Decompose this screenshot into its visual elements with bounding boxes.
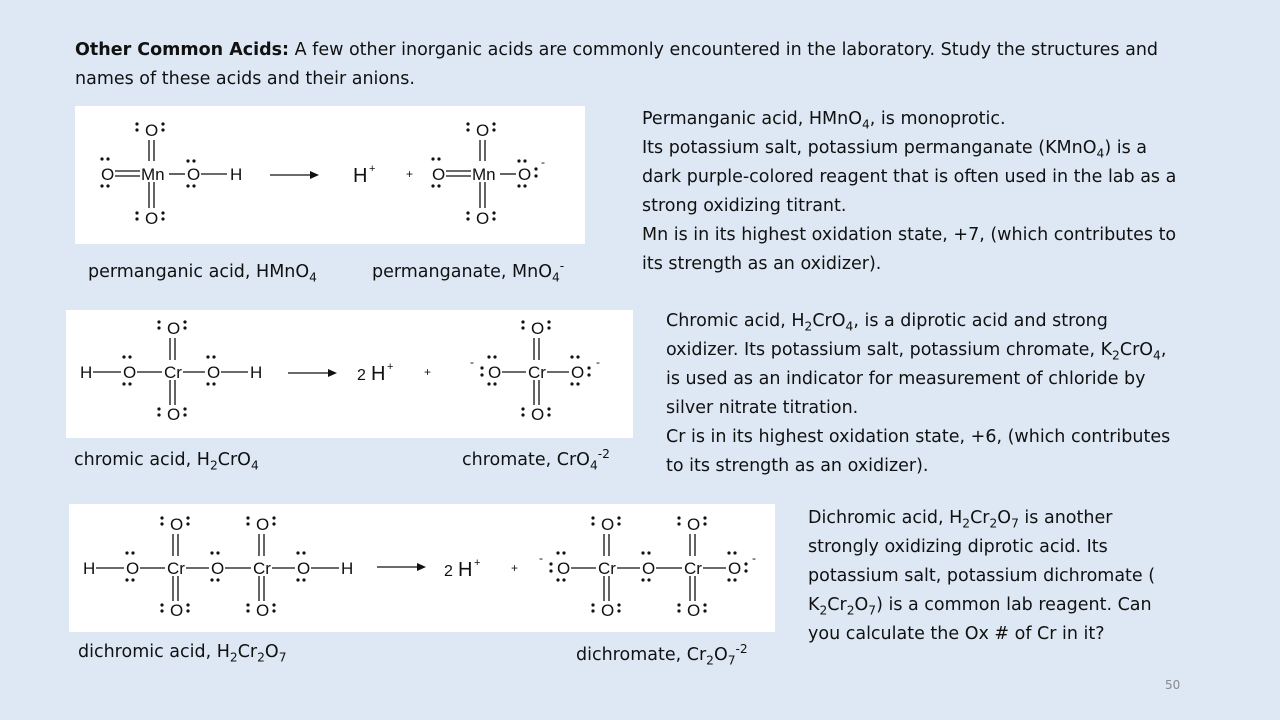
permanganic-structure-diagram bbox=[75, 106, 585, 244]
permanganate-caption: permanganate, MnO$_4$- bbox=[372, 259, 565, 285]
mn-atom: Mn bbox=[141, 165, 165, 184]
o-atom-anion-top-1: O bbox=[601, 515, 615, 534]
dichromic-structure-panel bbox=[69, 504, 775, 632]
page-number: 50 bbox=[1165, 678, 1181, 692]
h-atom-left: H bbox=[80, 363, 93, 382]
intro-text bbox=[75, 36, 1215, 94]
cr-atom-anion-2: Cr bbox=[684, 559, 702, 578]
o-atom-top-1: O bbox=[170, 515, 184, 534]
o-atom-top: O bbox=[145, 121, 159, 140]
o-atom-anion-bottom: O bbox=[476, 209, 490, 228]
o-atom-1: O bbox=[126, 559, 140, 578]
dichromic-structure-diagram bbox=[69, 504, 775, 632]
permanganic-line-1: Permanganic acid, HMnO$_4$, is monoprotic. bbox=[642, 109, 1006, 132]
dichromate-caption: dichromate, $Cr_2O_7^{-2}$ bbox=[576, 642, 748, 668]
anion-charge: - bbox=[541, 155, 545, 169]
coefficient: 2 bbox=[444, 563, 453, 580]
permanganic-description bbox=[642, 105, 1187, 279]
o-atom-anion-top: O bbox=[476, 121, 490, 140]
o-atom-top: O bbox=[167, 319, 181, 338]
h-plus-ion: H bbox=[353, 165, 368, 187]
o-atom-anion-bridge: O bbox=[642, 559, 656, 578]
anion-charge-right: - bbox=[596, 355, 600, 369]
o-atom-anion-left: O bbox=[488, 363, 502, 382]
o-atom-anion-bottom-1: O bbox=[601, 601, 615, 620]
o-atom-bottom: O bbox=[145, 209, 159, 228]
cr-atom-2: Cr bbox=[253, 559, 271, 578]
o-atom-anion-left: O bbox=[432, 165, 446, 184]
h-plus-ion: H bbox=[371, 363, 386, 385]
o-atom-4: O bbox=[297, 559, 311, 578]
cr-atom-1: Cr bbox=[167, 559, 185, 578]
dichromic-line: Dichromic acid, $H_2Cr_2O_7$ is another strongly oxidizing diprotic acid. Its potassium salt, potassium dichromate ( $K_2Cr_2O_7$) is a common lab reagent. Can you calculate the Ox # of Cr in it? bbox=[808, 508, 1156, 644]
h-plus-charge: + bbox=[369, 163, 376, 175]
o-atom-left: O bbox=[123, 363, 137, 382]
h-atom: H bbox=[230, 165, 243, 184]
dichromic-description bbox=[808, 504, 1188, 649]
o-atom-right: O bbox=[207, 363, 221, 382]
anion-charge-left: - bbox=[539, 551, 543, 565]
plus-sign: + bbox=[511, 561, 519, 575]
h-plus-charge: + bbox=[387, 361, 394, 373]
o-atom-anion-1: O bbox=[557, 559, 571, 578]
cr-atom-anion: Cr bbox=[528, 363, 546, 382]
chromic-line-1: Chromic acid, $H_2CrO_4$, is a diprotic acid and strong oxidizer. Its potassium salt, potassium chromate, $K_2CrO_4$, is used as an indicator for measurement of chloride by silver nitrate titration. bbox=[666, 311, 1167, 418]
coefficient: 2 bbox=[357, 367, 366, 384]
o-atom-anion-top: O bbox=[531, 319, 545, 338]
dichromic-acid-caption: dichromic acid, $H_2Cr_2O_7$ bbox=[78, 642, 287, 665]
o-atom-bottom-1: O bbox=[170, 601, 184, 620]
h-plus-ion: H bbox=[458, 559, 473, 581]
h-plus-charge: + bbox=[474, 557, 481, 569]
o-atom-bottom: O bbox=[167, 405, 181, 424]
plus-sign: + bbox=[406, 167, 414, 181]
o-atom-anion-top-2: O bbox=[687, 515, 701, 534]
plus-sign: + bbox=[424, 365, 432, 379]
permanganic-acid-caption: permanganic acid, HMnO$_4$ bbox=[88, 262, 317, 285]
anion-charge-right: - bbox=[752, 551, 756, 565]
o-atom-bottom-2: O bbox=[256, 601, 270, 620]
o-atom-bridge: O bbox=[211, 559, 225, 578]
intro-heading: Other Common Acids: bbox=[75, 40, 290, 60]
o-atom-anion-right: O bbox=[518, 165, 532, 184]
chromate-caption: chromate, CrO$_4^{-2}$ bbox=[462, 447, 610, 473]
o-atom-anion-bottom: O bbox=[531, 405, 545, 424]
o-atom-anion-bottom-2: O bbox=[687, 601, 701, 620]
o-atom-right: O bbox=[187, 165, 201, 184]
chromic-structure-diagram bbox=[66, 310, 633, 438]
cr-atom-anion-1: Cr bbox=[598, 559, 616, 578]
h-atom-left: H bbox=[83, 559, 96, 578]
h-atom-right: H bbox=[250, 363, 263, 382]
o-atom-anion-4: O bbox=[728, 559, 742, 578]
chromic-acid-caption: chromic acid, $H_2CrO_4$ bbox=[74, 450, 259, 473]
chromic-structure-panel bbox=[66, 310, 633, 438]
cr-atom: Cr bbox=[164, 363, 182, 382]
o-atom-top-2: O bbox=[256, 515, 270, 534]
permanganic-line-3: Mn is in its highest oxidation state, +7, (which contributes to its strength as an oxidizer). bbox=[642, 225, 1177, 274]
permanganic-line-2: Its potassium salt, potassium permanganate (KMnO$_4$) is a dark purple-colored reagent that is often used in the lab as a strong oxidizing titrant. bbox=[642, 138, 1177, 216]
chromic-line-2: Cr is in its highest oxidation state, +6, (which contributes to its strength as an oxidizer). bbox=[666, 427, 1171, 476]
o-atom-left: O bbox=[101, 165, 115, 184]
h-atom-right: H bbox=[341, 559, 354, 578]
chromic-description bbox=[666, 307, 1176, 481]
intro-body: A few other inorganic acids are commonly encountered in the laboratory. Study the structures and names of these acids and their anions. bbox=[75, 40, 1159, 89]
mn-atom-anion: Mn bbox=[472, 165, 496, 184]
anion-charge-left: - bbox=[470, 355, 474, 369]
permanganic-structure-panel bbox=[75, 106, 585, 244]
o-atom-anion-right: O bbox=[571, 363, 585, 382]
